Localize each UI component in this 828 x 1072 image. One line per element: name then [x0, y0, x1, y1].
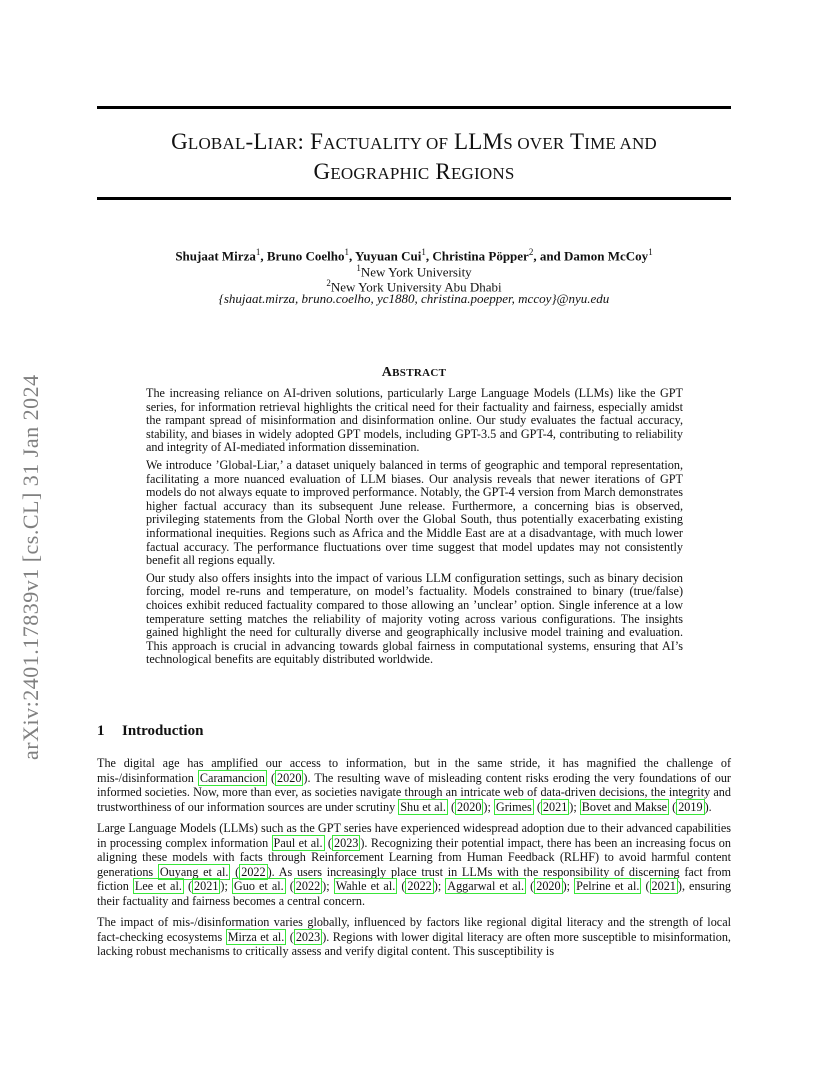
citation-link[interactable]: Pelrine et al.: [576, 879, 640, 893]
introduction-body: [97, 756, 731, 966]
abstract-heading: ABSTRACT: [381, 365, 447, 380]
title-top-rule: [97, 106, 731, 109]
citation-year-link[interactable]: 2019: [678, 799, 703, 814]
author-list: Shujaat Mirza$^1$, Bruno Coelho$^1$, Yuyuan Cui$^1$, Christina Pöpper$^2$, and Damon McCoy$^1$: [175, 247, 653, 264]
citation-link[interactable]: Wahle et al.: [335, 879, 396, 893]
citation-year-link[interactable]: 2023: [295, 929, 321, 944]
affiliation-1: $^1$New York University: [356, 263, 472, 280]
citation-year-link[interactable]: 2021: [651, 879, 676, 893]
abstract-paragraph-1: The increasing reliance on AI-driven solutions, particularly Large Language Models (LLMs) like the GPT series, for information retrieval highlights the critical need for their factuality and fairness, especially amidst the rampant spread of misinformation and disinformation online. Our study evaluates the factual accuracy, stability, and biases in widely adopted GPT models, including GPT-3.5 and GPT-4, contributing to reliability and integrity of AI-mediated information dissemination.: [146, 386, 683, 455]
citation-link[interactable]: Ouyang et al.: [159, 864, 229, 879]
intro-paragraph-3: The impact of mis-/disinformation varies globally, influenced by factors like regional digital literacy and the strength of local fact-checking ecosystems Mirza et al. ( 2023 ). Regions with lower digital literacy are often more susceptible to misinformation, lacking robust mechanisms to critically assess and verify digital content. This susceptibility is: [97, 915, 731, 958]
title-bottom-rule: [97, 197, 731, 200]
citation-link[interactable]: Paul et al.: [273, 835, 323, 850]
citation-year-link[interactable]: 2020: [457, 799, 482, 814]
citation-year-link[interactable]: 2020: [536, 879, 561, 893]
abstract-paragraph-3: Our study also offers insights into the impact of various LLM configuration settings, such as binary decision forcing, model re-runs and temperature, on model’s factuality. Models constrained to binary (true/false) choices exhibit reduced factuality compared to those allowing an ’unclear’ option. Single inference at a low temperature setting matches the reliability of majority voting across various configurations. The insights gained highlight the need for culturally diverse and geographically inclusive model training and evaluation. This approach is crucial in advancing towards global fairness in computational systems, ensuring that AI’s technological benefits are equitably distributed worldwide.: [146, 570, 683, 667]
citation-link[interactable]: Grimes: [495, 799, 532, 814]
author-emails: {shujaat.mirza, bruno.coelho, yc1880, christina.poepper, mccoy}@nyu.edu: [218, 291, 610, 306]
citation-year-link[interactable]: 2023: [334, 835, 359, 850]
citation-year-link[interactable]: 2022: [241, 864, 266, 879]
citation-link[interactable]: Aggarwal et al.: [447, 879, 525, 893]
citation-year-link[interactable]: 2021: [194, 879, 219, 893]
abstract-body: [146, 387, 683, 671]
citation-year-link[interactable]: 2020: [277, 770, 302, 785]
citation-link[interactable]: Mirza et al.: [227, 929, 285, 944]
section-heading-introduction: 1 Introduction: [97, 723, 204, 739]
citation-year-link[interactable]: 2022: [295, 879, 321, 893]
citation-link[interactable]: Caramancion: [199, 770, 265, 785]
citation-link[interactable]: Lee et al.: [134, 879, 182, 893]
affiliation-2: $^2$New York University Abu Dhabi: [326, 278, 502, 295]
paper-title: GLOBAL-LIAR: FACTUALITY OF LLMS OVER TIME AND GEOGRAPHIC REGIONS: [171, 129, 657, 184]
abstract-paragraph-2: We introduce ’Global-Liar,’ a dataset uniquely balanced in terms of geographic and temporal representation, facilitating a more nuanced evaluation of LLM biases. Our analysis reveals that newer iterations of GPT models do not always equate to improved performance. Notably, the GPT-4 version from March demonstrates higher factual accuracy than its subsequent June release. Furthermore, a concerning bias is observed, privileging statements from the Global North over the Global South, thus potentially exacerbating existing informational inequities. Regions such as Africa and the Middle East are at a disadvantage, with much lower factual accuracy. The performance fluctuations over time suggest that model updates may not consistently benefit all regions equally.: [146, 457, 683, 568]
citation-link[interactable]: Shu et al.: [400, 799, 446, 814]
citation-link[interactable]: Guo et al.: [233, 879, 284, 893]
citation-year-link[interactable]: 2022: [407, 879, 432, 893]
intro-paragraph-2: Large Language Models (LLMs) such as the GPT series have experienced widespread adoption due to their advanced capabilities in processing complex information Paul et al. ( 2023 ). Recognizing their potential impact, there has been an increasing focus on aligning these models with facts through Reinforcement Learning from Human Feedback (RLHF) to avoid harmful content generations Ouyang et al. ( 2022 ). As users increasingly place trust in LLMs with the responsibility of discerning fact from fiction Lee et al. ( 2021 ); Guo et al. ( 2022 ); Wahle et al. ( 2022 ); Aggarwal et al. ( 2020 ); Pelrine et al. ( 2021 ), ensuring their factuality and fairness becomes a central concern.: [97, 821, 732, 908]
citation-year-link[interactable]: 2021: [542, 799, 568, 814]
citation-link[interactable]: Bovet and Makse: [581, 799, 668, 814]
arxiv-side-stamp: arXiv:2401.17839v1 [cs.CL] 31 Jan 2024: [18, 374, 43, 760]
intro-paragraph-1: The digital age has amplified our access to information, but in the same stride, it has magnified the challenge of mis-/disinformation Caramancion ( 2020 ). The resulting wave of misleading content risks eroding the very foundations of our informed societies. Now, more than ever, as societies navigate through an intricate web of data-driven decisions, the integrity and trustworthiness of our information sources are under scrutiny Shu et al. ( 2020 ); Grimes ( 2021 ); Bovet and Makse ( 2019 ).: [97, 756, 731, 814]
